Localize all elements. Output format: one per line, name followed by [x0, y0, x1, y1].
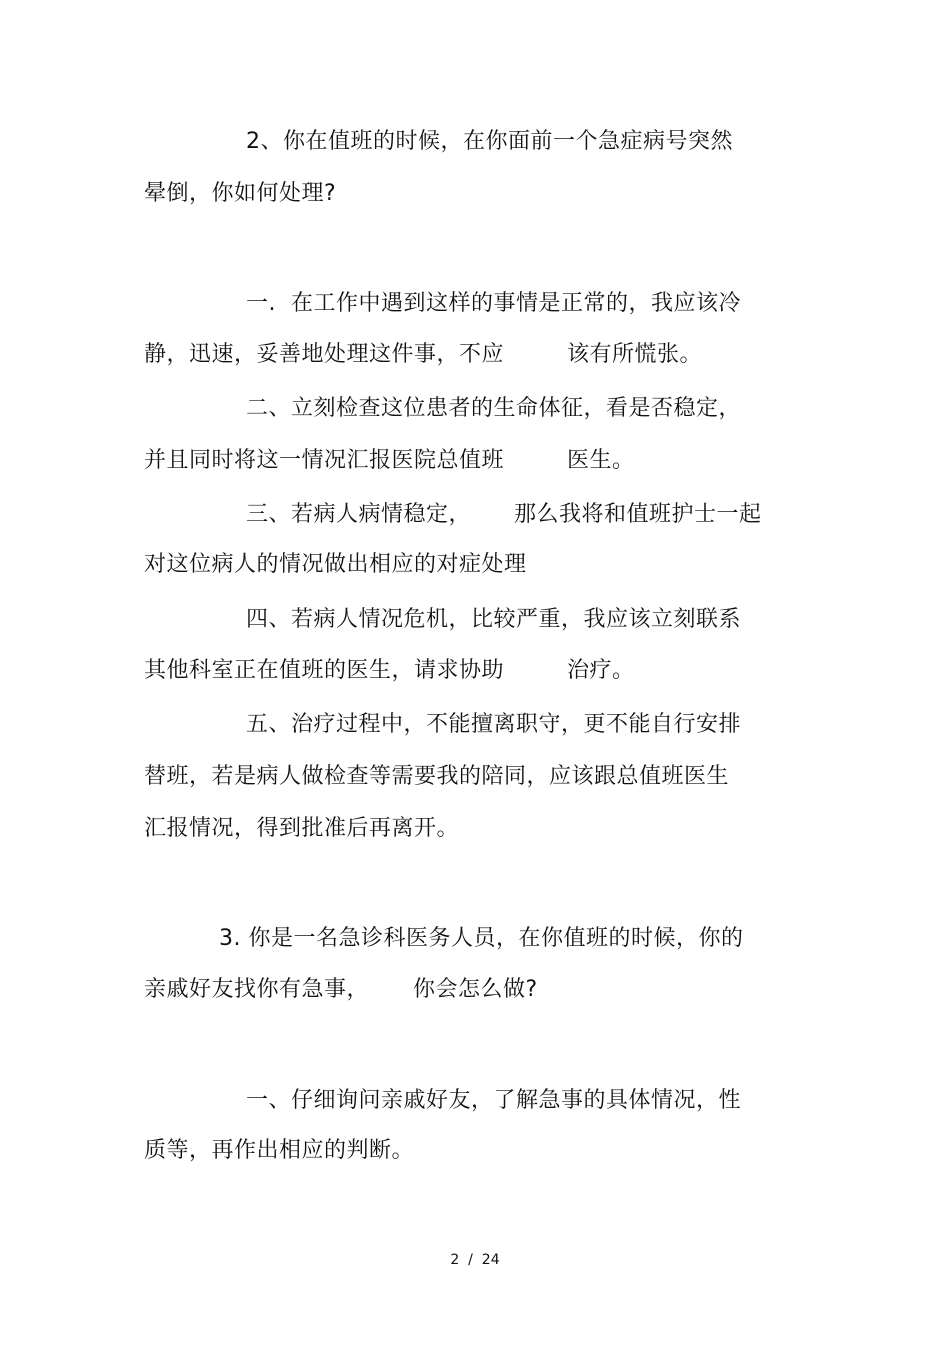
question-2-line-2: 晕倒，你如何处理? — [144, 181, 337, 206]
q3-answer-1-line-1: 一、仔细询问亲戚好友，了解急事的具体情况，性 — [246, 1088, 742, 1113]
q2-answer-2-line-1: 二、立刻检查这位患者的生命体征，看是否稳定， — [246, 396, 742, 421]
q2-answer-5-line-3: 汇报情况，得到批准后再离开。 — [144, 816, 460, 841]
q2-answer-5-line-1: 五、治疗过程中，不能擅离职守，更不能自行安排 — [246, 712, 742, 737]
q2-answer-1-line-2a: 静，迅速，妥善地处理这件事，不应 — [144, 342, 505, 367]
q2-answer-3-line-2: 对这位病人的情况做出相应的对症处理 — [144, 552, 527, 577]
question-3-line-1: 3. 你是一名急诊科医务人员，在你值班的时候，你的 — [219, 926, 744, 951]
q2-answer-2-line-2b: 医生。 — [567, 448, 635, 473]
q2-answer-4-line-2b: 治疗。 — [567, 658, 635, 683]
q2-answer-3-line-1b: 那么我将和值班护士一起 — [514, 502, 762, 527]
page-indicator: 2 / 24 — [450, 1252, 500, 1268]
q2-answer-1-line-1: 一. 在工作中遇到这样的事情是正常的，我应该冷 — [246, 291, 741, 316]
question-2-line-1: 2、你在值班的时候，在你面前一个急症病号突然 — [246, 129, 733, 154]
q2-answer-1-line-2b: 该有所慌张。 — [567, 342, 703, 367]
q2-answer-3-line-1a: 三、若病人病情稳定， — [246, 502, 472, 527]
q2-answer-4-line-1: 四、若病人情况危机，比较严重，我应该立刻联系 — [246, 607, 742, 632]
q2-answer-4-line-2a: 其他科室正在值班的医生，请求协助 — [144, 658, 505, 683]
question-3-line-2b: 你会怎么做? — [413, 977, 538, 1002]
q2-answer-5-line-2: 替班，若是病人做检查等需要我的陪同，应该跟总值班医生 — [144, 764, 730, 789]
q3-answer-1-line-2: 质等，再作出相应的判断。 — [144, 1138, 415, 1163]
question-3-line-2a: 亲戚好友找你有急事， — [144, 977, 370, 1002]
q2-answer-2-line-2a: 并且同时将这一情况汇报医院总值班 — [144, 448, 505, 473]
